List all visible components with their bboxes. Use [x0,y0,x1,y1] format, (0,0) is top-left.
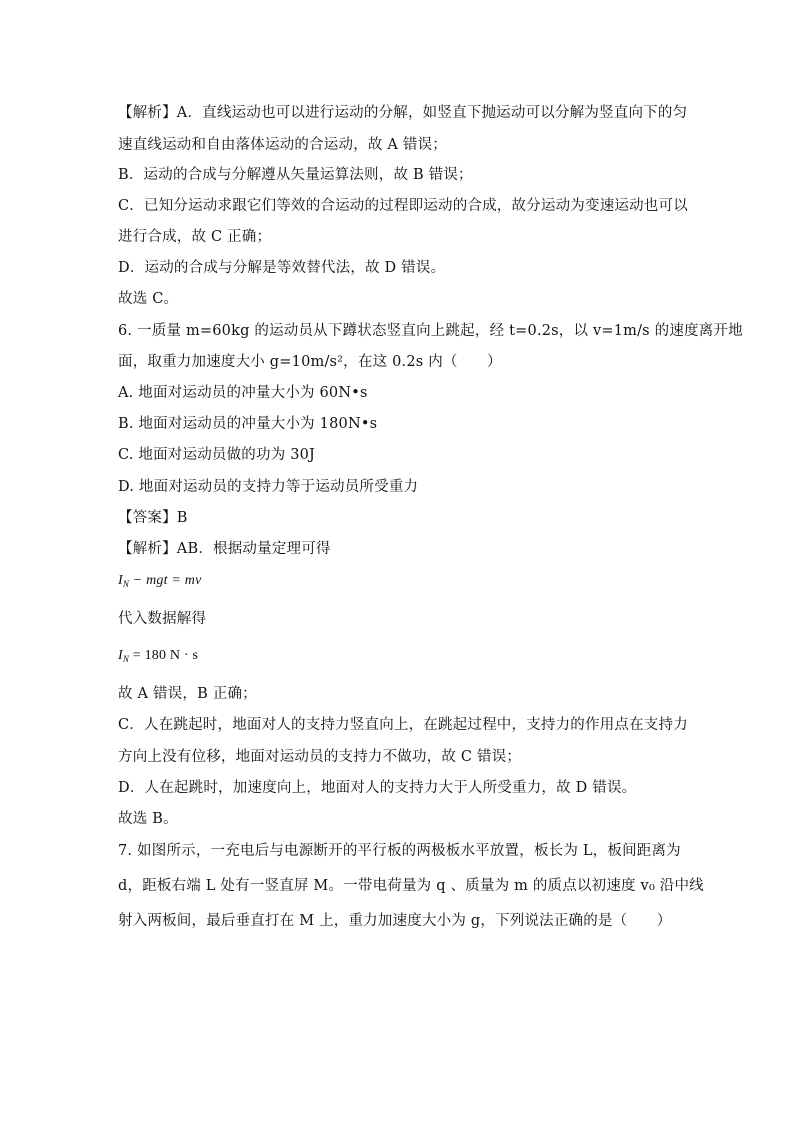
question-6-stem-line: 6. 一质量 m=60kg 的运动员从下蹲状态竖直向上跳起，经 t=0.2s，以 v=1m/s 的速度离开地 [118,323,743,339]
question-7-stem-line: 射入两板间，最后垂直打在 M 上，重力加速度大小为 g，下列说法正确的是（ ） [118,913,672,929]
option-d: D. 地面对运动员的支持力等于运动员所受重力 [118,479,419,495]
text-line: 故选 C。 [118,291,179,307]
text-line: 进行合成，故 C 正确； [118,229,272,245]
formula-symbol: I [118,648,123,663]
formula-symbol: I [118,573,123,588]
formula-subscript: N [122,654,130,664]
question-6-stem-line: 面，取重力加速度大小 g=10m/s²，在这 0.2s 内（ ） [118,354,502,370]
text-line: C．已知分运动求跟它们等效的合运动的过程即运动的合成，故分运动为变速运动也可以 [118,198,688,214]
text-line: 速直线运动和自由落体运动的合运动，故 A 错误； [118,137,447,153]
formula-rest: = 180 N · s [129,648,199,663]
text-line: D．运动的合成与分解是等效替代法，故 D 错误。 [118,260,446,276]
text-line: C．人在跳起时，地面对人的支持力竖直向上，在跳起过程中，支持力的作用点在支持力 [118,717,688,733]
text-line: D．人在起跳时，加速度向上，地面对人的支持力大于人所受重力，故 D 错误。 [118,780,637,796]
option-a: A. 地面对运动员的冲量大小为 60N•s [118,385,368,401]
text-line: 方向上没有位移，地面对运动员的支持力不做功，故 C 错误； [118,749,522,765]
formula-rest: − mgt = mv [129,573,202,588]
question-7-stem-line: 7. 如图所示，一充电后与电源断开的平行板的两极板水平放置，板长为 L，板间距离为 [118,843,681,859]
text-line: 故 A 错误，B 正确； [118,686,257,702]
option-b: B. 地面对运动员的冲量大小为 180N•s [118,416,378,432]
question-7-stem-line: d，距板右端 L 处有一竖直屏 M。一带电荷量为 q 、质量为 m 的质点以初速度 v₀ 沿中线 [118,878,704,894]
text-line: 【解析】A．直线运动也可以进行运动的分解，如竖直下抛运动可以分解为竖直向下的匀 [118,105,688,121]
formula-result [118,646,198,669]
option-c: C. 地面对运动员做的功为 30J [118,447,316,463]
text-line: 故选 B。 [118,811,178,827]
formula-subscript: N [122,579,130,589]
answer-line: 【答案】B [118,510,188,526]
text-line: 代入数据解得 [118,611,207,627]
text-line: 【解析】AB．根据动量定理可得 [118,541,331,557]
formula-momentum-theorem [118,571,202,594]
text-line: B．运动的合成与分解遵从矢量运算法则，故 B 错误； [118,167,473,183]
